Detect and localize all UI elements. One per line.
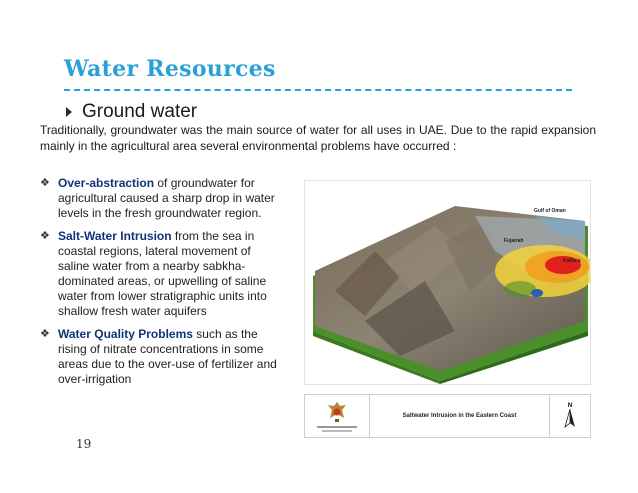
point-term: Over-abstraction	[58, 176, 155, 190]
title-divider	[64, 89, 572, 91]
page-number: 19	[76, 437, 92, 451]
falcon-emblem-icon	[326, 400, 348, 424]
fujairah-label: Fujairah	[504, 238, 524, 244]
problem-list	[40, 176, 280, 395]
uae-emblem-logo	[305, 395, 370, 437]
north-arrow	[549, 395, 590, 437]
list-item	[40, 176, 280, 221]
slide-title: Water Resources	[64, 56, 276, 82]
arrow-bullet-icon	[66, 107, 72, 117]
north-letter: N	[567, 403, 573, 409]
list-item	[40, 327, 280, 387]
list-item	[40, 229, 280, 319]
north-arrow-icon	[564, 409, 576, 429]
terrain-map-image	[304, 180, 591, 385]
kalba-label: Kalba'a	[563, 258, 581, 264]
point-text: such as the rising of nitrate concentrations in some areas due to the over-use of fertilizer and over-irrigation	[58, 327, 277, 386]
section-heading: Ground water	[82, 101, 198, 122]
point-term: Water Quality Problems	[58, 327, 193, 341]
map-caption-bar	[304, 394, 591, 438]
intro-paragraph: Traditionally, groundwater was the main source of water for all uses in UAE. Due to the rapid expansion mainly in the agricultural area several environmental problems have occurred :	[40, 123, 596, 153]
diamond-bullet-icon: ❖	[40, 177, 50, 189]
diamond-bullet-icon: ❖	[40, 328, 50, 340]
point-text: from the sea in coastal regions, lateral movement of saline water from a nearby sabkha-dominated areas, or upwelling of saline water from lower stratigraphic units into shallow fresh water aquifers	[58, 229, 267, 318]
section-bullet	[66, 100, 197, 124]
gulf-of-oman-label: Gulf of Oman	[534, 208, 566, 214]
point-term: Salt-Water Intrusion	[58, 229, 172, 243]
point-text: of groundwater for agricultural caused a sharp drop in water levels in the fresh groundwater region.	[58, 176, 275, 220]
caption-text: Saltwater Intrusion in the Eastern Coast	[402, 413, 517, 419]
diamond-bullet-icon: ❖	[40, 230, 50, 242]
